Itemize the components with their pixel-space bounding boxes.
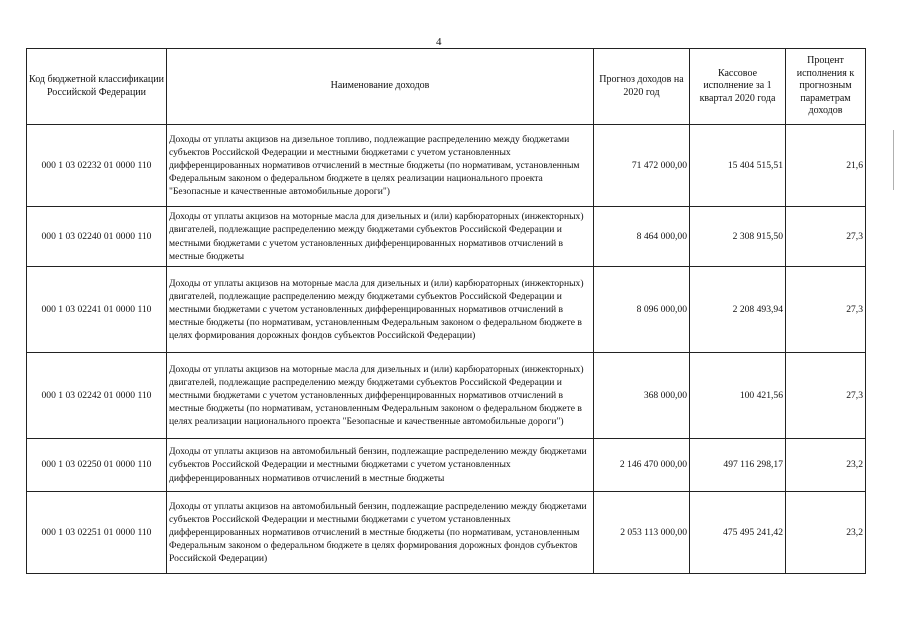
header-percent: Процент исполнения к прогнозным параметрам доходов bbox=[786, 49, 866, 125]
cell-code: 000 1 03 02232 01 0000 110 bbox=[27, 125, 167, 207]
cell-name: Доходы от уплаты акцизов на моторные масла для дизельных и (или) карбюраторных (инжекторных) двигателей, подлежащие распределению между бюджетами субъектов Российской Федерации и местными бюджетами с учетом установленных дифференцированных нормативов отчислений в местные бюджеты (по нормативам, установленным Федеральным законом о федеральном бюджете в целях формирования дорожных фондов субъектов Российской Федерации) bbox=[167, 267, 594, 353]
cell-code: 000 1 03 02241 01 0000 110 bbox=[27, 267, 167, 353]
cell-cash: 497 116 298,17 bbox=[690, 439, 786, 492]
cell-name: Доходы от уплаты акцизов на автомобильный бензин, подлежащие распределению между бюджетами субъектов Российской Федерации и местными бюджетами с учетом установленных дифференцированных нормативов отчислений в местные бюджеты bbox=[167, 439, 594, 492]
cell-code: 000 1 03 02251 01 0000 110 bbox=[27, 492, 167, 574]
cell-code: 000 1 03 02250 01 0000 110 bbox=[27, 439, 167, 492]
cell-forecast: 2 146 470 000,00 bbox=[594, 439, 690, 492]
cell-forecast: 2 053 113 000,00 bbox=[594, 492, 690, 574]
page-number: 4 bbox=[436, 36, 442, 48]
cell-forecast: 8 464 000,00 bbox=[594, 207, 690, 267]
table-row bbox=[27, 125, 866, 207]
header-name: Наименование доходов bbox=[167, 49, 594, 125]
cell-name: Доходы от уплаты акцизов на моторные масла для дизельных и (или) карбюраторных (инжекторных) двигателей, подлежащие распределению между бюджетами субъектов Российской Федерации и местными бюджетами с учетом установленных дифференцированных нормативов отчислений в местные бюджеты (по нормативам, установленным Федеральным законом о федеральном бюджете в целях реализации национального проекта "Безопасные и качественные автомобильные дороги") bbox=[167, 353, 594, 439]
cell-cash: 2 308 915,50 bbox=[690, 207, 786, 267]
table-header-row bbox=[27, 49, 866, 125]
table-row bbox=[27, 207, 866, 267]
cell-name: Доходы от уплаты акцизов на моторные масла для дизельных и (или) карбюраторных (инжекторных) двигателей, подлежащие распределению между бюджетами субъектов Российской Федерации и местными бюджетами с учетом установленных дифференцированных нормативов отчислений в местные бюджеты bbox=[167, 207, 594, 267]
cell-percent: 21,6 bbox=[786, 125, 866, 207]
table-row bbox=[27, 353, 866, 439]
table-row bbox=[27, 267, 866, 353]
cell-forecast: 71 472 000,00 bbox=[594, 125, 690, 207]
cell-percent: 23,2 bbox=[786, 492, 866, 574]
cell-cash: 100 421,56 bbox=[690, 353, 786, 439]
cell-percent: 27,3 bbox=[786, 353, 866, 439]
cell-forecast: 368 000,00 bbox=[594, 353, 690, 439]
table-row bbox=[27, 492, 866, 574]
cell-percent: 27,3 bbox=[786, 267, 866, 353]
header-code: Код бюджетной классификации Российской Федерации bbox=[27, 49, 167, 125]
cell-code: 000 1 03 02240 01 0000 110 bbox=[27, 207, 167, 267]
cell-name: Доходы от уплаты акцизов на дизельное топливо, подлежащие распределению между бюджетами субъектов Российской Федерации и местными бюджетами с учетом установленных дифференцированных нормативов отчислений в местные бюджеты (по нормативам, установленным Федеральным законом о федеральном бюджете в целях реализации национального проекта "Безопасные и качественные автомобильные дороги") bbox=[167, 125, 594, 207]
table-row bbox=[27, 439, 866, 492]
cell-percent: 27,3 bbox=[786, 207, 866, 267]
header-cash: Кассовое исполнение за 1 квартал 2020 года bbox=[690, 49, 786, 125]
cell-cash: 475 495 241,42 bbox=[690, 492, 786, 574]
cell-cash: 2 208 493,94 bbox=[690, 267, 786, 353]
cell-percent: 23,2 bbox=[786, 439, 866, 492]
cell-code: 000 1 03 02242 01 0000 110 bbox=[27, 353, 167, 439]
scan-edge-mark bbox=[893, 130, 894, 190]
cell-forecast: 8 096 000,00 bbox=[594, 267, 690, 353]
header-forecast: Прогноз доходов на 2020 год bbox=[594, 49, 690, 125]
cell-name: Доходы от уплаты акцизов на автомобильный бензин, подлежащие распределению между бюджетами субъектов Российской Федерации и местными бюджетами с учетом установленных дифференцированных нормативов отчислений в местные бюджеты (по нормативам, установленным Федеральным законом о федеральном бюджете в целях формирования дорожных фондов субъектов Российской Федерации) bbox=[167, 492, 594, 574]
cell-cash: 15 404 515,51 bbox=[690, 125, 786, 207]
revenue-table bbox=[26, 48, 866, 574]
